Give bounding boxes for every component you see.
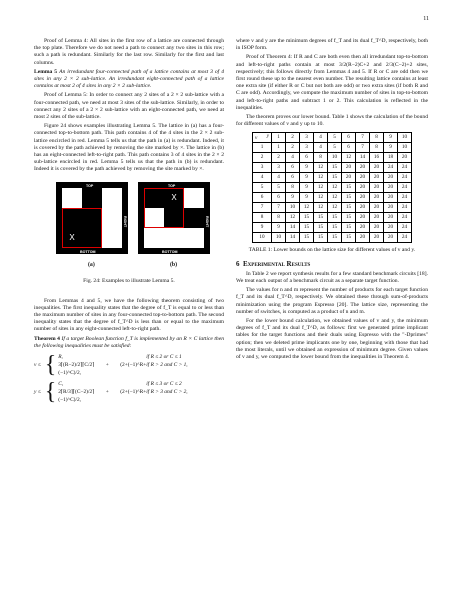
table-cell: 9	[384, 143, 398, 153]
table-cell: 12	[328, 203, 342, 213]
table-cell: 20	[384, 213, 398, 223]
lattice-cell	[62, 188, 82, 208]
table-cell: 15	[314, 223, 328, 233]
table-cell: 15	[328, 233, 342, 243]
table-row	[253, 213, 412, 223]
table-header-row	[253, 133, 412, 143]
table-cell: 15	[314, 233, 328, 243]
table-cell: 7	[356, 143, 370, 153]
table-cell: 9	[286, 193, 300, 203]
table-cell: 20	[384, 193, 398, 203]
table-row	[253, 173, 412, 183]
table-row-header: 1	[253, 143, 272, 153]
table-cell: 15	[328, 223, 342, 233]
inequality-y-lhs: y ≤	[34, 389, 41, 396]
table-cell: 15	[342, 193, 356, 203]
case-condition: if R > 2 and C > 1,	[146, 362, 188, 369]
brace: {	[44, 379, 57, 406]
table-row-header: 5	[253, 183, 272, 193]
right-label-b: RIGHT	[205, 215, 210, 227]
table-cell: 20	[370, 193, 384, 203]
table-cell: 15	[300, 233, 314, 243]
case-condition: if R > 3 and C > 2,	[146, 389, 188, 396]
lattice-cell	[184, 208, 204, 228]
case-condition: if R ≤ 3 or C ≤ 2	[146, 381, 182, 388]
table-corner-cell	[253, 133, 272, 143]
table-row-header: 2	[253, 153, 272, 163]
table-cell: 7	[272, 203, 286, 213]
table-cell: 12	[314, 203, 328, 213]
table-cell: 6	[286, 173, 300, 183]
table-cell: 12	[300, 203, 314, 213]
table-caption: TABLE 1: Lower bounds on the lattice size for different values of v and y.	[248, 247, 416, 254]
lattice-cell	[144, 228, 164, 248]
table-row	[253, 193, 412, 203]
table-cell: 20	[342, 163, 356, 173]
table-cell: 16	[370, 153, 384, 163]
table-cell: 15	[328, 163, 342, 173]
table-row	[253, 223, 412, 233]
table-cell: 24	[398, 233, 412, 243]
table-cell: 20	[356, 203, 370, 213]
table-cell: 20	[342, 173, 356, 183]
table-cell: 2	[286, 143, 300, 153]
table-row-header: 3	[253, 163, 272, 173]
case-value: R,	[58, 354, 63, 361]
table-cell: 12	[328, 183, 342, 193]
lattice-a	[56, 182, 128, 254]
table-cell: 5	[328, 143, 342, 153]
lattice-cell	[184, 228, 204, 248]
table-cell: 14	[356, 153, 370, 163]
page-number: 11	[423, 16, 429, 22]
theorem4-paragraph	[34, 336, 224, 350]
lemma5-label: Lemma 5	[34, 68, 58, 75]
table-intro-paragraph: The theorem proves our lower bound. Table 1 shows the calculation of the bound for different values of v and y up to 10.	[236, 114, 428, 128]
table-cell: 9	[300, 193, 314, 203]
lemma5-paragraph	[34, 69, 224, 91]
removed-site-mark-b: X	[164, 188, 184, 208]
section-number: 6	[236, 259, 240, 268]
case-value: 3⌈(R−2)/2⌉⌈C/2⌉ + (2+(−1)^R+(−1)^C)/2,	[58, 362, 147, 377]
theorem4-label: Theorem 4	[34, 335, 60, 342]
table-cell: 10	[272, 233, 286, 243]
table-cell: 4	[286, 153, 300, 163]
table-cell: 12	[342, 153, 356, 163]
lattice-b	[138, 182, 210, 254]
lower-bound-method-paragraph: For the lower bound calculation, we obtained values of v and y, the minimum degrees of f_T and its dual f_T^D, as follows: first we generated prime implicant tables for the target functions and their duals using Espresso with the "-Dprimes" option; then we deleted prime implicants one by one, beginning with those that had the most literals, until we obtained an expression of minimum degree. Given values of v and y, we computed the lower bound from the inequalities in Theorem 4.	[236, 318, 428, 361]
table-v-label: v	[255, 135, 258, 142]
inequality-v	[34, 353, 224, 377]
table-row-header: 10	[253, 233, 272, 243]
table-cell: 9	[300, 173, 314, 183]
table-row-header: 4	[253, 173, 272, 183]
table-cell: 4	[272, 173, 286, 183]
table-cell: 8	[272, 213, 286, 223]
lower-bounds-table	[252, 132, 412, 243]
table-cell: 15	[328, 213, 342, 223]
table-cell: 20	[370, 233, 384, 243]
lemma5-text: An irredundant four-connected path of a lattice contains at most 3 of 4 sites in any 2 × 2 sub-lattice. An irredundant eight-connected path of a lattice contains at most 2 of 4 sites in any 2 × 2 sub-lattice.	[34, 68, 224, 90]
table-cell: 2	[272, 153, 286, 163]
table-cell: 6	[300, 153, 314, 163]
figure24-discussion-paragraph: Figure 24 shows examples illustrating Lemma 5. The lattice in (a) has a four-connected top-to-bottom path. This path contains 4 of the 4 sites in the 2 × 2 sub-lattice encircled in red. Lemma 5 tells us that the path in (a) is redundant. Indeed, it is covered by the path achieved by removing the site marked by ×. The lattice in (b) has an eight-connected left-to-right path. This path contains 3 of 4 sites in the 2 × 2 sub-lattice encircled in red. Lemma 5 tells us that the path in (b) is redundant. Indeed it is covered by the path achieved by removing the site marked by ×.	[34, 123, 224, 173]
table-cell: 6	[342, 143, 356, 153]
table-y-label: y	[266, 133, 269, 140]
figure-24	[34, 178, 224, 296]
table-header-cell: 10	[398, 133, 412, 143]
table-cell: 5	[272, 183, 286, 193]
table-cell: 20	[398, 153, 412, 163]
table-cell: 20	[370, 183, 384, 193]
inequality-v-lhs: v ≤	[34, 362, 41, 369]
table-cell: 24	[398, 193, 412, 203]
table-cell: 8	[314, 153, 328, 163]
table-cell: 15	[342, 223, 356, 233]
section-heading	[236, 261, 428, 268]
table-cell: 24	[398, 173, 412, 183]
table-cell: 12	[286, 213, 300, 223]
table-cell: 1	[272, 143, 286, 153]
table-header-cell: 5	[328, 133, 342, 143]
removed-site-mark-a: X	[62, 228, 82, 248]
case-value: 2⌈R/3⌉⌈(C−2)/2⌉ + (2+(−1)^R+(−1)^C)/2,	[58, 389, 147, 404]
lattice-cell	[102, 188, 122, 208]
table-row	[253, 163, 412, 173]
table-cell: 20	[384, 233, 398, 243]
table-cell: 20	[384, 203, 398, 213]
bottom-label-b: BOTTOM	[162, 249, 178, 254]
table-header-cell: 9	[384, 133, 398, 143]
table-cell: 15	[300, 223, 314, 233]
table-cell: 3	[300, 143, 314, 153]
table-cell: 6	[272, 193, 286, 203]
lattice-cell	[102, 228, 122, 248]
table-header-cell: 8	[370, 133, 384, 143]
table-row	[253, 233, 412, 243]
left-column	[34, 38, 224, 407]
table-cell: 12	[314, 163, 328, 173]
table-cell: 20	[356, 183, 370, 193]
table-cell: 3	[272, 163, 286, 173]
table-cell: 12	[314, 193, 328, 203]
table-cell: 20	[384, 173, 398, 183]
inequality-y	[34, 380, 224, 404]
table-cell: 18	[384, 153, 398, 163]
table-cell: 24	[398, 203, 412, 213]
table-row	[253, 143, 412, 153]
table-header-cell: 2	[286, 133, 300, 143]
theorem-intro-paragraph: From Lemmas 4 and 5, we have the following theorem consisting of two inequalities. The first inequality states that the degree of f_T is equal to or less than the maximum number of sites in any four-connected top-to-bottom path. The second inequality states that the degree of f_T^D is less than or equal to the maximum number of sites in any eight-connected left-to-right path.	[34, 297, 224, 333]
table-row-header: 7	[253, 203, 272, 213]
minimum-degrees-paragraph: where v and y are the minimum degrees of f_T and its dual f_T^D, respectively, both in ISOP form.	[236, 38, 428, 52]
table-cell: 9	[300, 163, 314, 173]
table-cell: 24	[384, 163, 398, 173]
table-row-header: 6	[253, 193, 272, 203]
right-column	[236, 38, 428, 363]
bottom-label-a: BOTTOM	[80, 249, 96, 254]
table-header-cell: 1	[272, 133, 286, 143]
table-cell: 15	[314, 213, 328, 223]
table-cell: 14	[286, 223, 300, 233]
theorem4-text: If a target Boolean function f_T is implemented by an R × C lattice then the following inequalities must be satisfied:	[34, 335, 224, 349]
table-cell: 20	[356, 193, 370, 203]
n-m-values-paragraph: The values for n and m represent the number of products for each target function f_T and its dual f_T^D, respectively. We obtained these through sum-of-products minimization using the program Espresso [20]. The lattice size, representing the number of switches, is computed as a product of n and m.	[236, 287, 428, 315]
table-cell: 20	[370, 163, 384, 173]
right-label-a: RIGHT	[123, 215, 128, 227]
table-row-header: 9	[253, 223, 272, 233]
table-cell: 15	[342, 203, 356, 213]
table-cell: 12	[314, 173, 328, 183]
inequality-v-cases	[58, 353, 187, 377]
table-header-cell: 3	[300, 133, 314, 143]
table-cell: 10	[286, 203, 300, 213]
table-cell: 24	[398, 183, 412, 193]
case-value: C,	[58, 381, 64, 388]
table-cell: 9	[300, 183, 314, 193]
table-cell: 20	[370, 203, 384, 213]
table-cell: 9	[272, 223, 286, 233]
table-cell: 8	[370, 143, 384, 153]
inequality-y-cases	[58, 380, 187, 404]
lattice-cell	[82, 188, 102, 208]
table-cell: 24	[398, 163, 412, 173]
table-cell: 15	[300, 213, 314, 223]
table-cell: 20	[384, 223, 398, 233]
table-cell: 15	[342, 213, 356, 223]
table-row-header: 8	[253, 213, 272, 223]
left-label-b: LEFT	[134, 216, 139, 226]
table-cell: 24	[398, 223, 412, 233]
table-cell: 6	[286, 163, 300, 173]
subfigure-b-label: (b)	[170, 261, 178, 268]
proof-lemma5-paragraph: Proof of Lemma 5: In order to connect any 2 sites of a 2 × 2 sub-lattice with a four-connected path, we need at most 3 sites of the sub-lattice. Similarly, in order to connect any 2 sites of a 2 × 2 sub-lattice with an eight-connected path, we need at most 2 sites of the sub-lattice.	[34, 92, 224, 121]
lattice-cell	[184, 188, 204, 208]
left-label-a: LEFT	[52, 216, 57, 226]
sublattice-highlight-b	[144, 188, 184, 228]
sublattice-highlight-a	[62, 208, 102, 248]
table-cell: 20	[370, 173, 384, 183]
table-cell: 24	[398, 213, 412, 223]
table-cell: 20	[356, 163, 370, 173]
table-header-cell: 4	[314, 133, 328, 143]
brace: {	[44, 352, 57, 379]
table-cell: 20	[356, 233, 370, 243]
table-cell: 10	[328, 153, 342, 163]
lattice-cell	[102, 208, 122, 228]
table-row	[253, 203, 412, 213]
table-cell: 10	[398, 143, 412, 153]
proof-theorem4-paragraph: Proof of Theorem 4: If R and C are both even then all irredundant top-to-bottom and left-to-right paths contain at most 3/2(R−2)C+2 and 2/3(C−2)+2 sites, respectively; this follows directly from Lemmas 4 and 5. If R or C are odd then we first round these up to the nearest even number. The resulting lattice contains at least one extra site (if either R or C but not both are odd) or two extra sites (if both R and C are odd). Accordingly, we compute the maximum number of sites in top-to-bottom and left-to-right paths and subtract 1 or 2. This calculation is reflected in the inequalities.	[236, 54, 428, 111]
table-cell: 15	[342, 183, 356, 193]
table-cell: 12	[314, 183, 328, 193]
table-cell: 20	[356, 223, 370, 233]
table-cell: 20	[356, 173, 370, 183]
table-cell: 4	[314, 143, 328, 153]
table-cell: 15	[342, 233, 356, 243]
table-cell: 15	[328, 173, 342, 183]
table-cell: 20	[370, 213, 384, 223]
table-cell: 20	[370, 223, 384, 233]
figure-caption: Fig. 24: Examples to illustrate Lemma 5.	[83, 277, 175, 284]
top-label-b: TOP	[168, 183, 176, 188]
section-title: Experimental Results	[243, 259, 311, 268]
lattice-cell	[164, 228, 184, 248]
table-header-cell: 6	[342, 133, 356, 143]
table-row	[253, 153, 412, 163]
table-cell: 8	[286, 183, 300, 193]
table-row	[253, 183, 412, 193]
top-label-a: TOP	[86, 183, 94, 188]
proof-lemma4-paragraph: Proof of Lemma 4: All sites in the first row of a lattice are connected through the top plate. Therefore we do not need a path to connect any two sites in this row; such a path is redundant. Similarly for the last row. Similarly for the first and last columns.	[34, 38, 224, 66]
subfigure-a-label: (a)	[88, 261, 95, 268]
table-header-cell: 7	[356, 133, 370, 143]
table-cell: 12	[328, 193, 342, 203]
table-cell: 20	[384, 183, 398, 193]
results-intro-paragraph: In Table 2 we report synthesis results for a few standard benchmark circuits [18]. We treat each output of a benchmark circuit as a separate target function.	[236, 270, 428, 285]
table-cell: 20	[356, 213, 370, 223]
table-cell: 14	[286, 233, 300, 243]
case-condition: if R ≤ 2 or C ≤ 1	[146, 354, 182, 361]
